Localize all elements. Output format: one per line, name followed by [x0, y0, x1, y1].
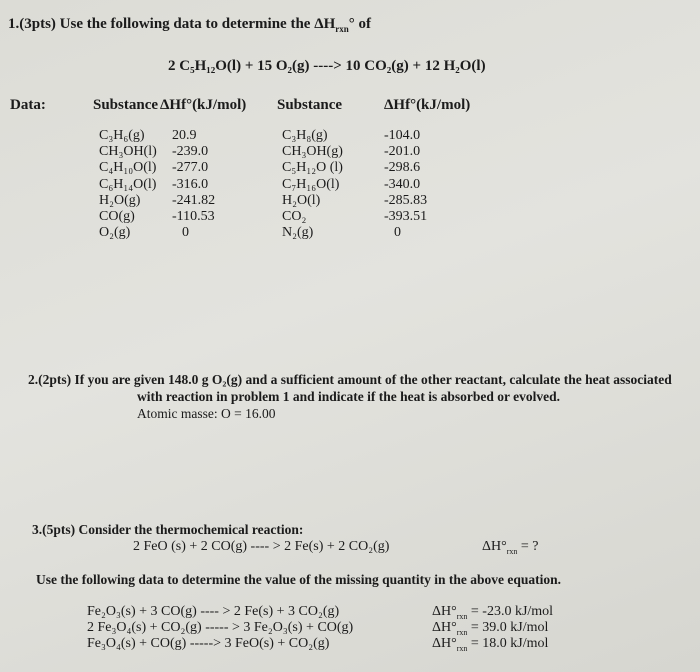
right-substance: CO₂ — [282, 208, 307, 224]
right-value: -285.83 — [384, 192, 428, 208]
left-value: 0 — [182, 225, 189, 241]
left-value: -277.0 — [172, 160, 209, 176]
col4-head: ΔHf°(kJ/mol) — [384, 97, 471, 113]
right-substance: C₇H₁₆O(l) — [282, 176, 340, 192]
left-substance: C₆H₁₄O(l) — [99, 176, 157, 192]
q3-dh1: $\Delta H^\circ_{rxn} = -23.0$ kJ/mol — [432, 604, 554, 621]
left-value: -316.0 — [172, 176, 209, 192]
q3-reaction: 2 FeO (s) + 2 CO(g) ---- > 2 Fe(s) + 2 CO₂(g) — [133, 539, 390, 554]
data-label: Data: — [10, 97, 46, 113]
right-substance: N₂(g) — [282, 225, 314, 241]
right-value: -340.0 — [384, 176, 421, 192]
right-value: -201.0 — [384, 144, 421, 160]
q1-header: 1.(3pts) Use the following data to determine the $\Delta H_{rxn}^\circ$ of — [8, 16, 372, 34]
q3-eq2: 2 Fe₃O₄(s) + CO₂(g) ----- > 3 Fe₂O₃(s) + CO(g) — [87, 620, 354, 635]
left-substance: C₄H₁₀O(l) — [99, 160, 157, 176]
q2-line3: Atomic masse: O = 16.00 — [137, 406, 276, 421]
q2-line2: with reaction in problem 1 and indicate if the heat is absorbed or evolved. — [137, 389, 561, 404]
right-substance: C₃H₈(g) — [282, 128, 328, 143]
left-value: 20.9 — [172, 128, 197, 143]
left-substance: C₃H₆(g) — [99, 128, 145, 143]
q1-reaction: 2 C₅H₁₂O(l) + 15 O₂(g) ----> 10 CO₂(g) + 12 H₂O(l) — [168, 58, 486, 74]
q3-header: 3.(5pts) Consider the thermochemical reaction: — [32, 522, 304, 537]
right-substance: CH₃OH(g) — [282, 144, 343, 160]
left-value: -110.53 — [172, 208, 215, 224]
right-substance: H₂O(l) — [282, 192, 321, 208]
col3-head: Substance — [277, 97, 343, 113]
left-substance: H₂O(g) — [99, 192, 141, 208]
col1-head: Substance — [93, 97, 159, 113]
q3-eq1: Fe₂O₃(s) + 3 CO(g) ---- > 2 Fe(s) + 3 CO₂(g) — [87, 604, 340, 619]
q3-target-dh: $\Delta H^\circ_{rxn}$ = ? — [482, 539, 539, 556]
left-substance: O₂(g) — [99, 225, 131, 241]
left-value: -241.82 — [172, 192, 216, 208]
right-value-column — [384, 128, 427, 241]
q3-eq3: Fe₃O₄(s) + CO(g) -----> 3 FeO(s) + CO₂(g) — [87, 636, 330, 651]
right-value: -393.51 — [384, 208, 428, 224]
q3-dh3: $\Delta H^\circ_{rxn} = 18.0$ kJ/mol — [432, 636, 549, 653]
left-value-column — [172, 128, 215, 241]
left-value: -239.0 — [172, 144, 209, 160]
left-substance: CO(g) — [99, 208, 135, 224]
right-value: -298.6 — [384, 160, 421, 176]
left-substance: CH₃OH(l) — [99, 144, 157, 160]
right-value: -104.0 — [384, 128, 421, 143]
right-substance: C₅H₁₂O (l) — [282, 160, 343, 176]
right-substance-column — [282, 128, 343, 241]
q3-dh2: $\Delta H^\circ_{rxn} = 39.0$ kJ/mol — [432, 620, 549, 637]
q3-instruction: Use the following data to determine the value of the missing quantity in the above equation. — [36, 572, 562, 587]
right-value: 0 — [394, 225, 401, 241]
left-substance-column — [99, 128, 157, 241]
col2-head: ΔHf°(kJ/mol) — [160, 97, 247, 113]
q2-line1: 2.(2pts) If you are given 148.0 g O₂(g) and a sufficient amount of the other reactant, calculate the heat associated — [28, 372, 672, 387]
